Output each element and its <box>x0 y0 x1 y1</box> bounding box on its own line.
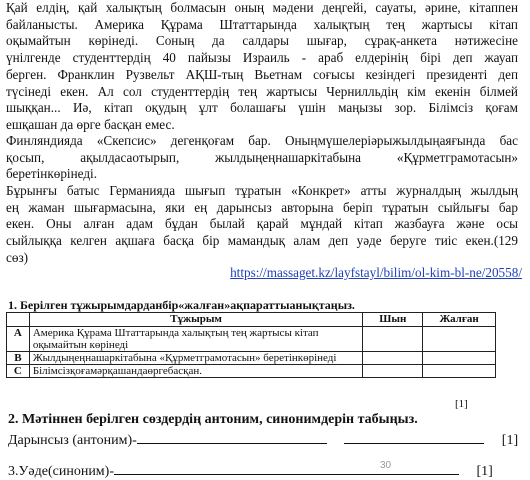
antonym-blank-2[interactable] <box>344 431 484 444</box>
false-answer-cell[interactable] <box>423 352 496 365</box>
page-number: 30 <box>380 460 392 471</box>
synonym-line <box>8 462 493 480</box>
true-answer-cell[interactable] <box>363 365 423 378</box>
row-statement: Америка Құрама Штаттарында халықтың тең жартысы кітап оқымайтын көрінеді <box>29 327 363 352</box>
row-statement: Білімсізқоғамәрқашандаөргебасқан. <box>29 365 363 378</box>
text-line: берген. Франклин Рузвельт АҚШ-тың Вьетнам соғысы кезіндегі президенті деп <box>6 66 518 82</box>
synonym-label: 3.Уәде(синоним)- <box>8 464 114 479</box>
row-statement: Жылдыңеңнашаркітабына «Құрметграмотасын» беретінкөрінеді <box>29 352 363 365</box>
task2-title: 2. Мәтіннен берілген сөздердің антоним, синонимдерін табыңыз. <box>8 412 418 427</box>
row-letter: B <box>7 352 30 365</box>
table-row <box>7 365 496 378</box>
text-line: түсінеді екен. Ал сол студенттердің тең жартысы Чернилльдің кім екенін білмей <box>6 83 518 99</box>
text-line: сөз) <box>6 249 29 265</box>
false-answer-cell[interactable] <box>423 327 496 352</box>
source-link[interactable]: https://massaget.kz/layfstayl/bilim/ol-kim-bl-ne/20558/ <box>230 265 522 280</box>
text-line: ең жаман шығармасына, яки ең дарынсыз авторына беріп тұратын сыйлығы бар <box>6 199 518 215</box>
header-true: Шын <box>363 313 423 327</box>
antonym-label: Дарынсыз (антоним)- <box>8 433 137 448</box>
task1-title: 1. Берілген тұжырымдарданбір«жалған»ақпараттыанықтаңыз. <box>8 298 355 312</box>
antonym-blank-1[interactable] <box>137 431 327 444</box>
text-line: сыйлыққа келген ақшаға басқа бір мамандық алам деп уәде беруге тиіс екен.(129 <box>6 233 518 249</box>
row-letter: A <box>7 327 30 352</box>
true-answer-cell[interactable] <box>363 327 423 352</box>
paragraph-3 <box>6 183 518 267</box>
text-line: ешқашан да өрге басқан емес. <box>6 116 175 132</box>
header-letter <box>7 313 30 327</box>
true-answer-cell[interactable] <box>363 352 423 365</box>
text-line: Финляндияда «Скепсис» дегенқоғам бар. Оныңмүшелеріәрыжылдыңаяғында бас <box>6 133 518 148</box>
paragraph-2 <box>6 133 518 183</box>
antonym-points: [1] <box>501 433 519 448</box>
text-line: екен. Оны алған адам бұдан былай қарай мұндай кітап жазбауға және осы <box>6 216 518 232</box>
true-false-table <box>6 312 496 378</box>
text-line: оқымайтын көрінеді. Соның да салдары шығар, сұрақ-анкета нәтижесіне <box>6 33 518 49</box>
synonym-blank[interactable] <box>114 462 459 475</box>
text-line: беретінкөрінеді. <box>6 166 97 182</box>
header-statement: Тұжырым <box>29 313 363 327</box>
text-line: Бұрынғы батыс Германияда шығып тұратын «Конкрет» атты журналдың жылдың <box>6 183 518 198</box>
text-line: қосып, ақылдасаотырып, жылдыңеңнашаркітабына «Құрметграмотасын» <box>6 149 518 165</box>
task1-points: [1] <box>455 398 468 410</box>
paragraph-1 <box>6 0 518 134</box>
text-line: Қай елдің, қай халықтың болмасын оның мәдени деңгейі, сауаты, әрине, кітаппен <box>6 0 518 15</box>
header-false: Жалған <box>423 313 496 327</box>
text-line: үнілгенде студенттердің 40 пайызы Израиль - араб елдерінің бірі деп жауап <box>6 50 518 66</box>
text-line: байланысты. Америка Құрама Штаттарында халықтың тең жартысы кітап <box>6 16 518 32</box>
false-answer-cell[interactable] <box>423 365 496 378</box>
text-line: шыққан... Иә, кітап оқудың ұлт болашағы үшін маңызы зор. Білімсіз қоғам <box>6 100 518 116</box>
synonym-points: [1] <box>476 464 493 479</box>
table-row <box>7 327 496 352</box>
table-row <box>7 352 496 365</box>
antonym-line <box>8 431 518 449</box>
table-header-row <box>7 313 496 327</box>
row-letter: C <box>7 365 30 378</box>
